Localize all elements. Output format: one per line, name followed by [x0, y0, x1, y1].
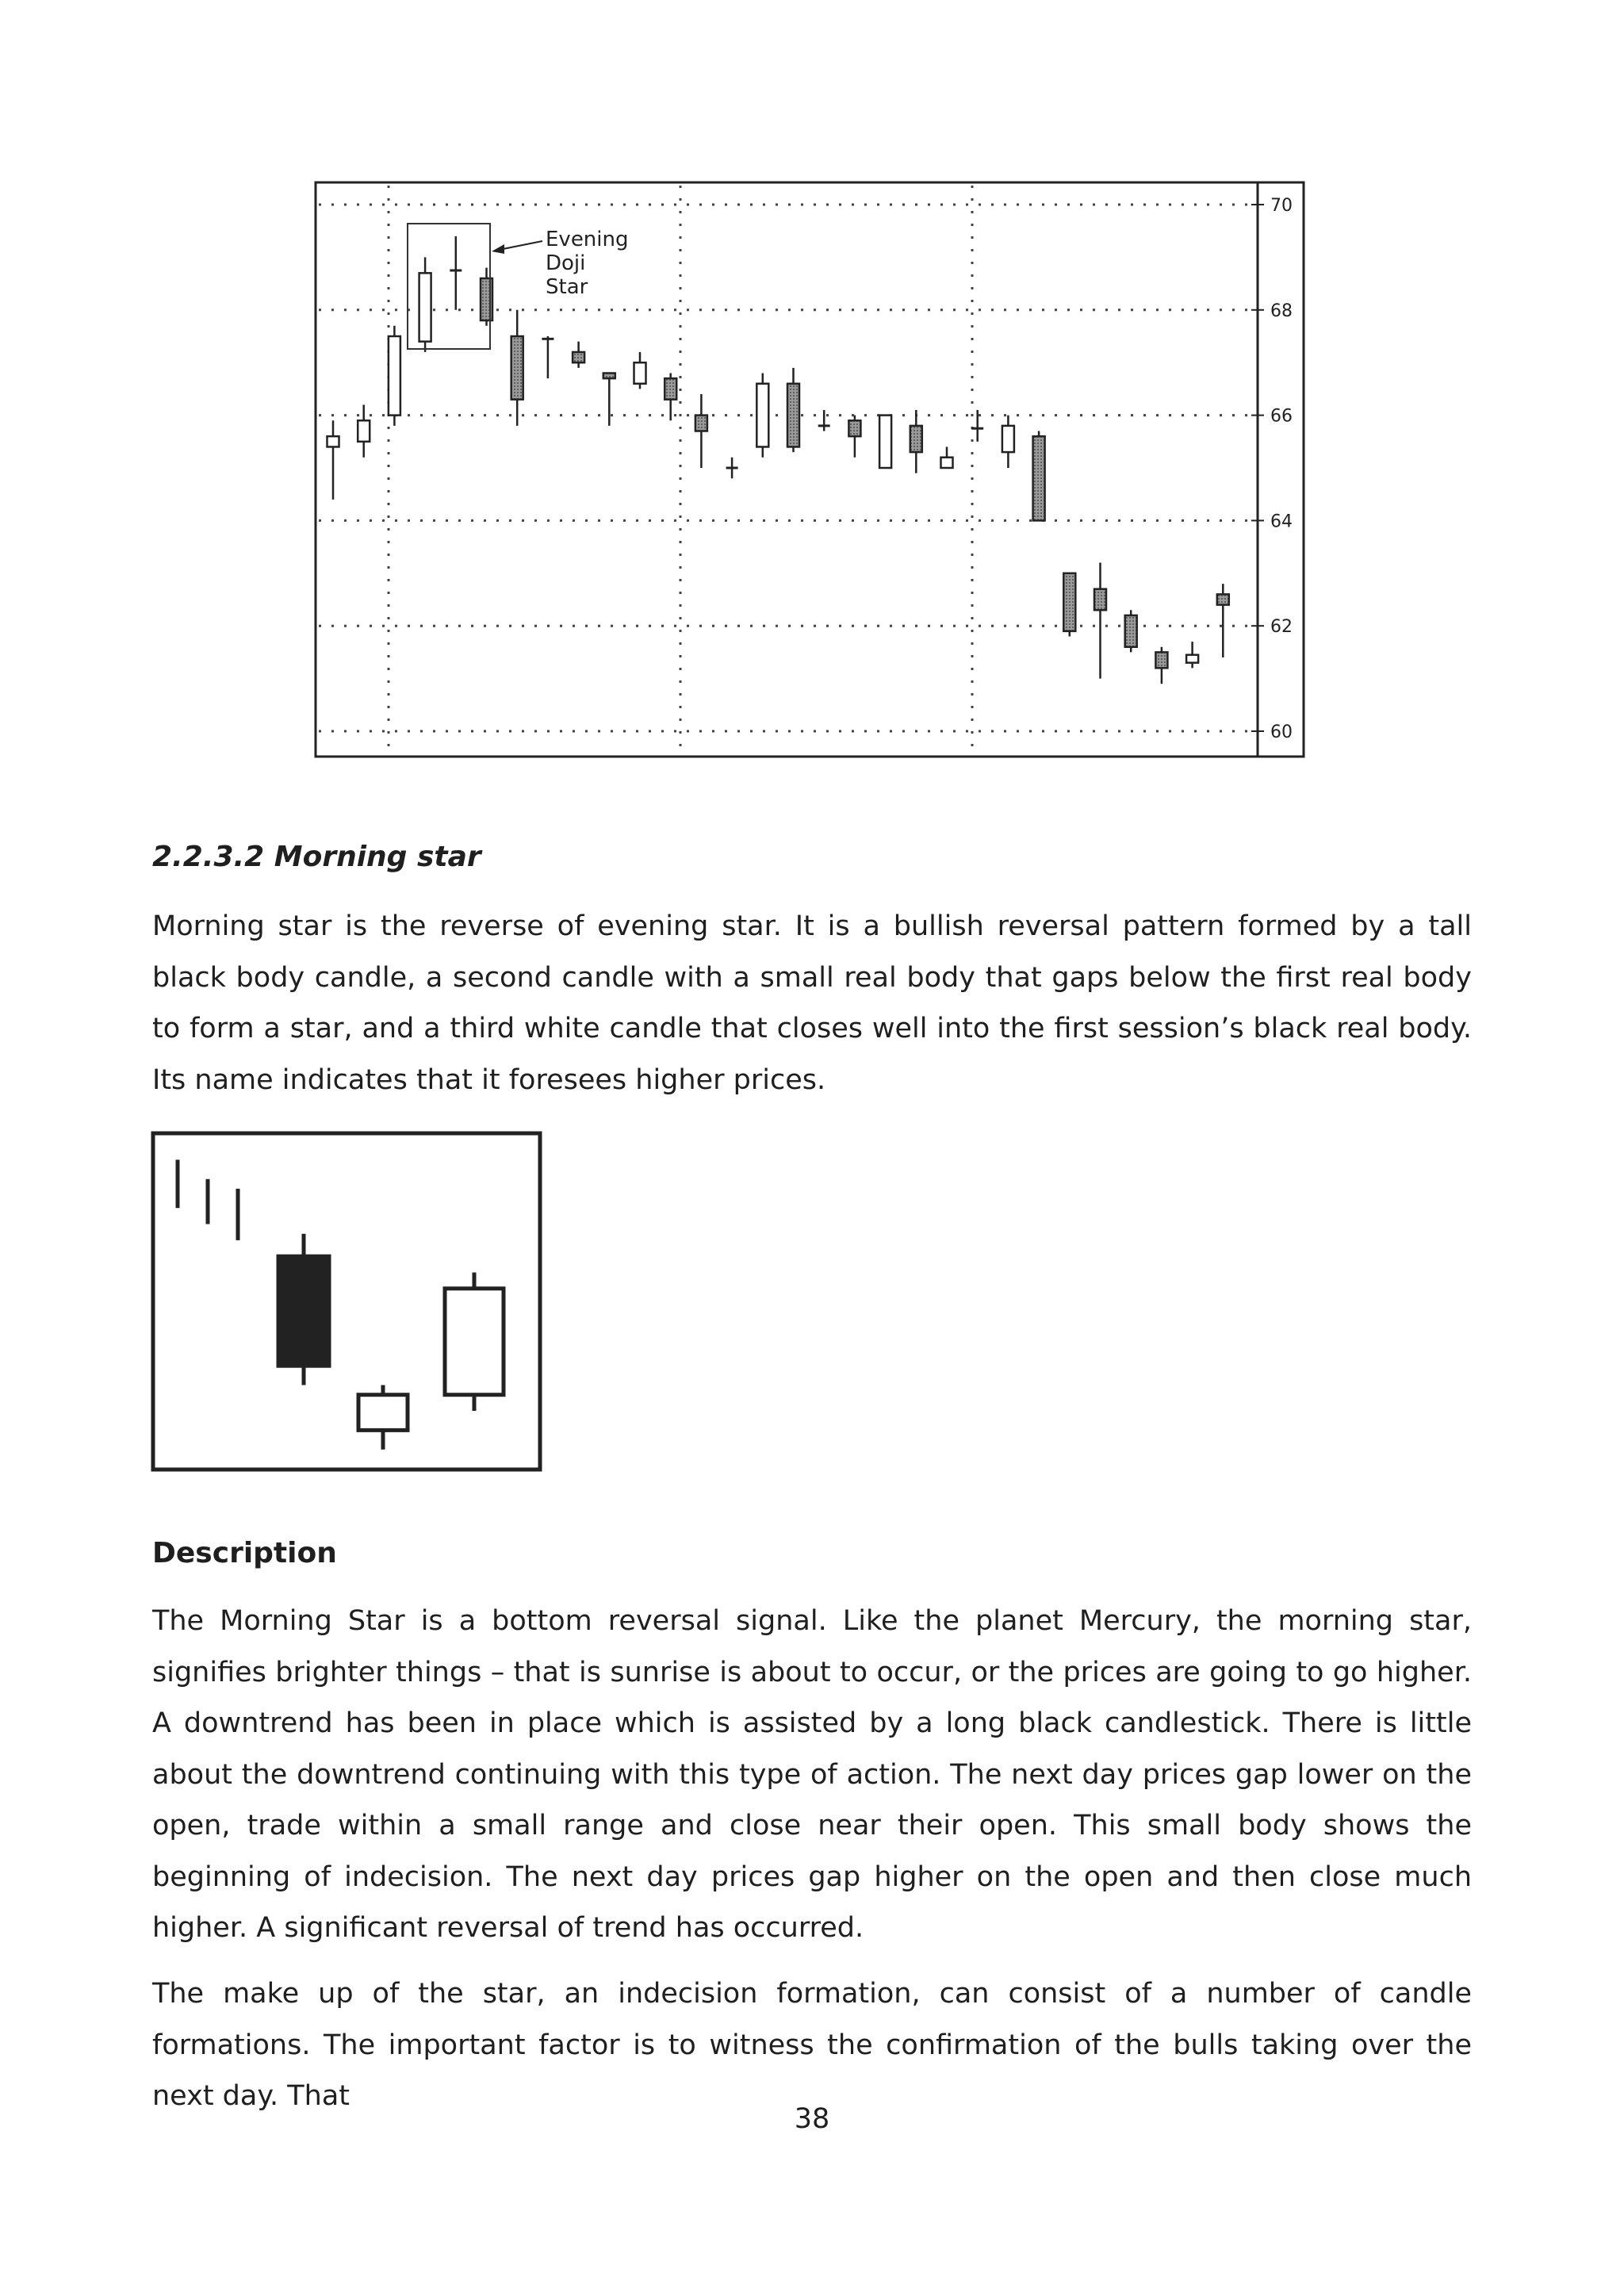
candle-body	[879, 416, 891, 468]
candle-body	[327, 436, 339, 446]
y-tick-label: 62	[1270, 617, 1293, 638]
candle-body	[756, 384, 768, 447]
candle-body	[941, 458, 953, 468]
pattern-candle-body	[358, 1395, 408, 1431]
candle-body	[573, 352, 584, 362]
annotation-line-3: Star	[546, 275, 588, 299]
y-tick-label: 64	[1270, 512, 1293, 532]
evening-doji-star-chart	[311, 176, 1310, 763]
candle-body	[603, 373, 615, 378]
page-number: 38	[794, 2103, 830, 2135]
section-heading: 2.2.3.2 Morning star	[152, 841, 481, 873]
candle-body	[1217, 594, 1229, 604]
pattern-candle-body	[278, 1256, 329, 1366]
candle-body	[511, 336, 523, 400]
y-tick-label: 60	[1270, 722, 1293, 742]
description-heading: Description	[152, 1537, 337, 1569]
candle-body	[634, 362, 646, 384]
candle-body	[1002, 426, 1014, 452]
candle-body	[1094, 589, 1106, 611]
pattern-candle-body	[445, 1289, 504, 1395]
annotation-line-1: Evening	[546, 228, 629, 251]
candle-body	[389, 336, 400, 416]
y-tick-label: 70	[1270, 196, 1293, 216]
candle-body	[910, 426, 922, 452]
candle-body	[1186, 655, 1198, 663]
candle-body	[1063, 573, 1075, 631]
morning-star-pattern-chart	[151, 1131, 542, 1472]
annotation-line-2: Doji	[546, 251, 586, 275]
y-tick-label: 66	[1270, 406, 1293, 427]
candle-body	[1155, 652, 1167, 668]
intro-paragraph: Morning star is the reverse of evening star. It is a bullish reversal pattern formed by a tall black body candle, a second candle with a small real body that gaps below the first real body to form a star, and a third white candle that closes well into the first session’s black real body. Its name indicates that it foresees higher prices.	[152, 910, 1472, 1096]
plot-frame	[316, 182, 1258, 757]
y-tick-label: 68	[1270, 301, 1293, 321]
candle-body	[1125, 615, 1137, 647]
candle-body	[665, 378, 676, 400]
candle-body	[358, 420, 370, 442]
description-paragraph-1: The Morning Star is a bottom reversal signal. Like the planet Mercury, the morning star, signifies brighter things – that is sunrise is about to occur, or the prices are going to go higher. A downtrend has been in place which is assisted by a long black candlestick. There is little about the downtrend continuing with this type of action. The next day prices gap lower on the open, trade within a small range and close near their open. This small body shows the beginning of indecision. The next day prices gap higher on the open and then close much higher. A significant reversal of trend has occurred.	[152, 1605, 1472, 1944]
annotation-arrowhead	[492, 244, 504, 254]
axis-frame	[1258, 182, 1304, 757]
description-paragraph-2: The make up of the star, an indecision formation, can consist of a number of candle formations. The important factor is to witness the confirmation of the bulls taking over the next day. That	[152, 1978, 1472, 2112]
candle-body	[695, 416, 707, 431]
candle-body	[848, 420, 860, 436]
candle-body	[787, 384, 799, 447]
candle-body	[1033, 436, 1045, 520]
candle-body	[419, 273, 431, 341]
